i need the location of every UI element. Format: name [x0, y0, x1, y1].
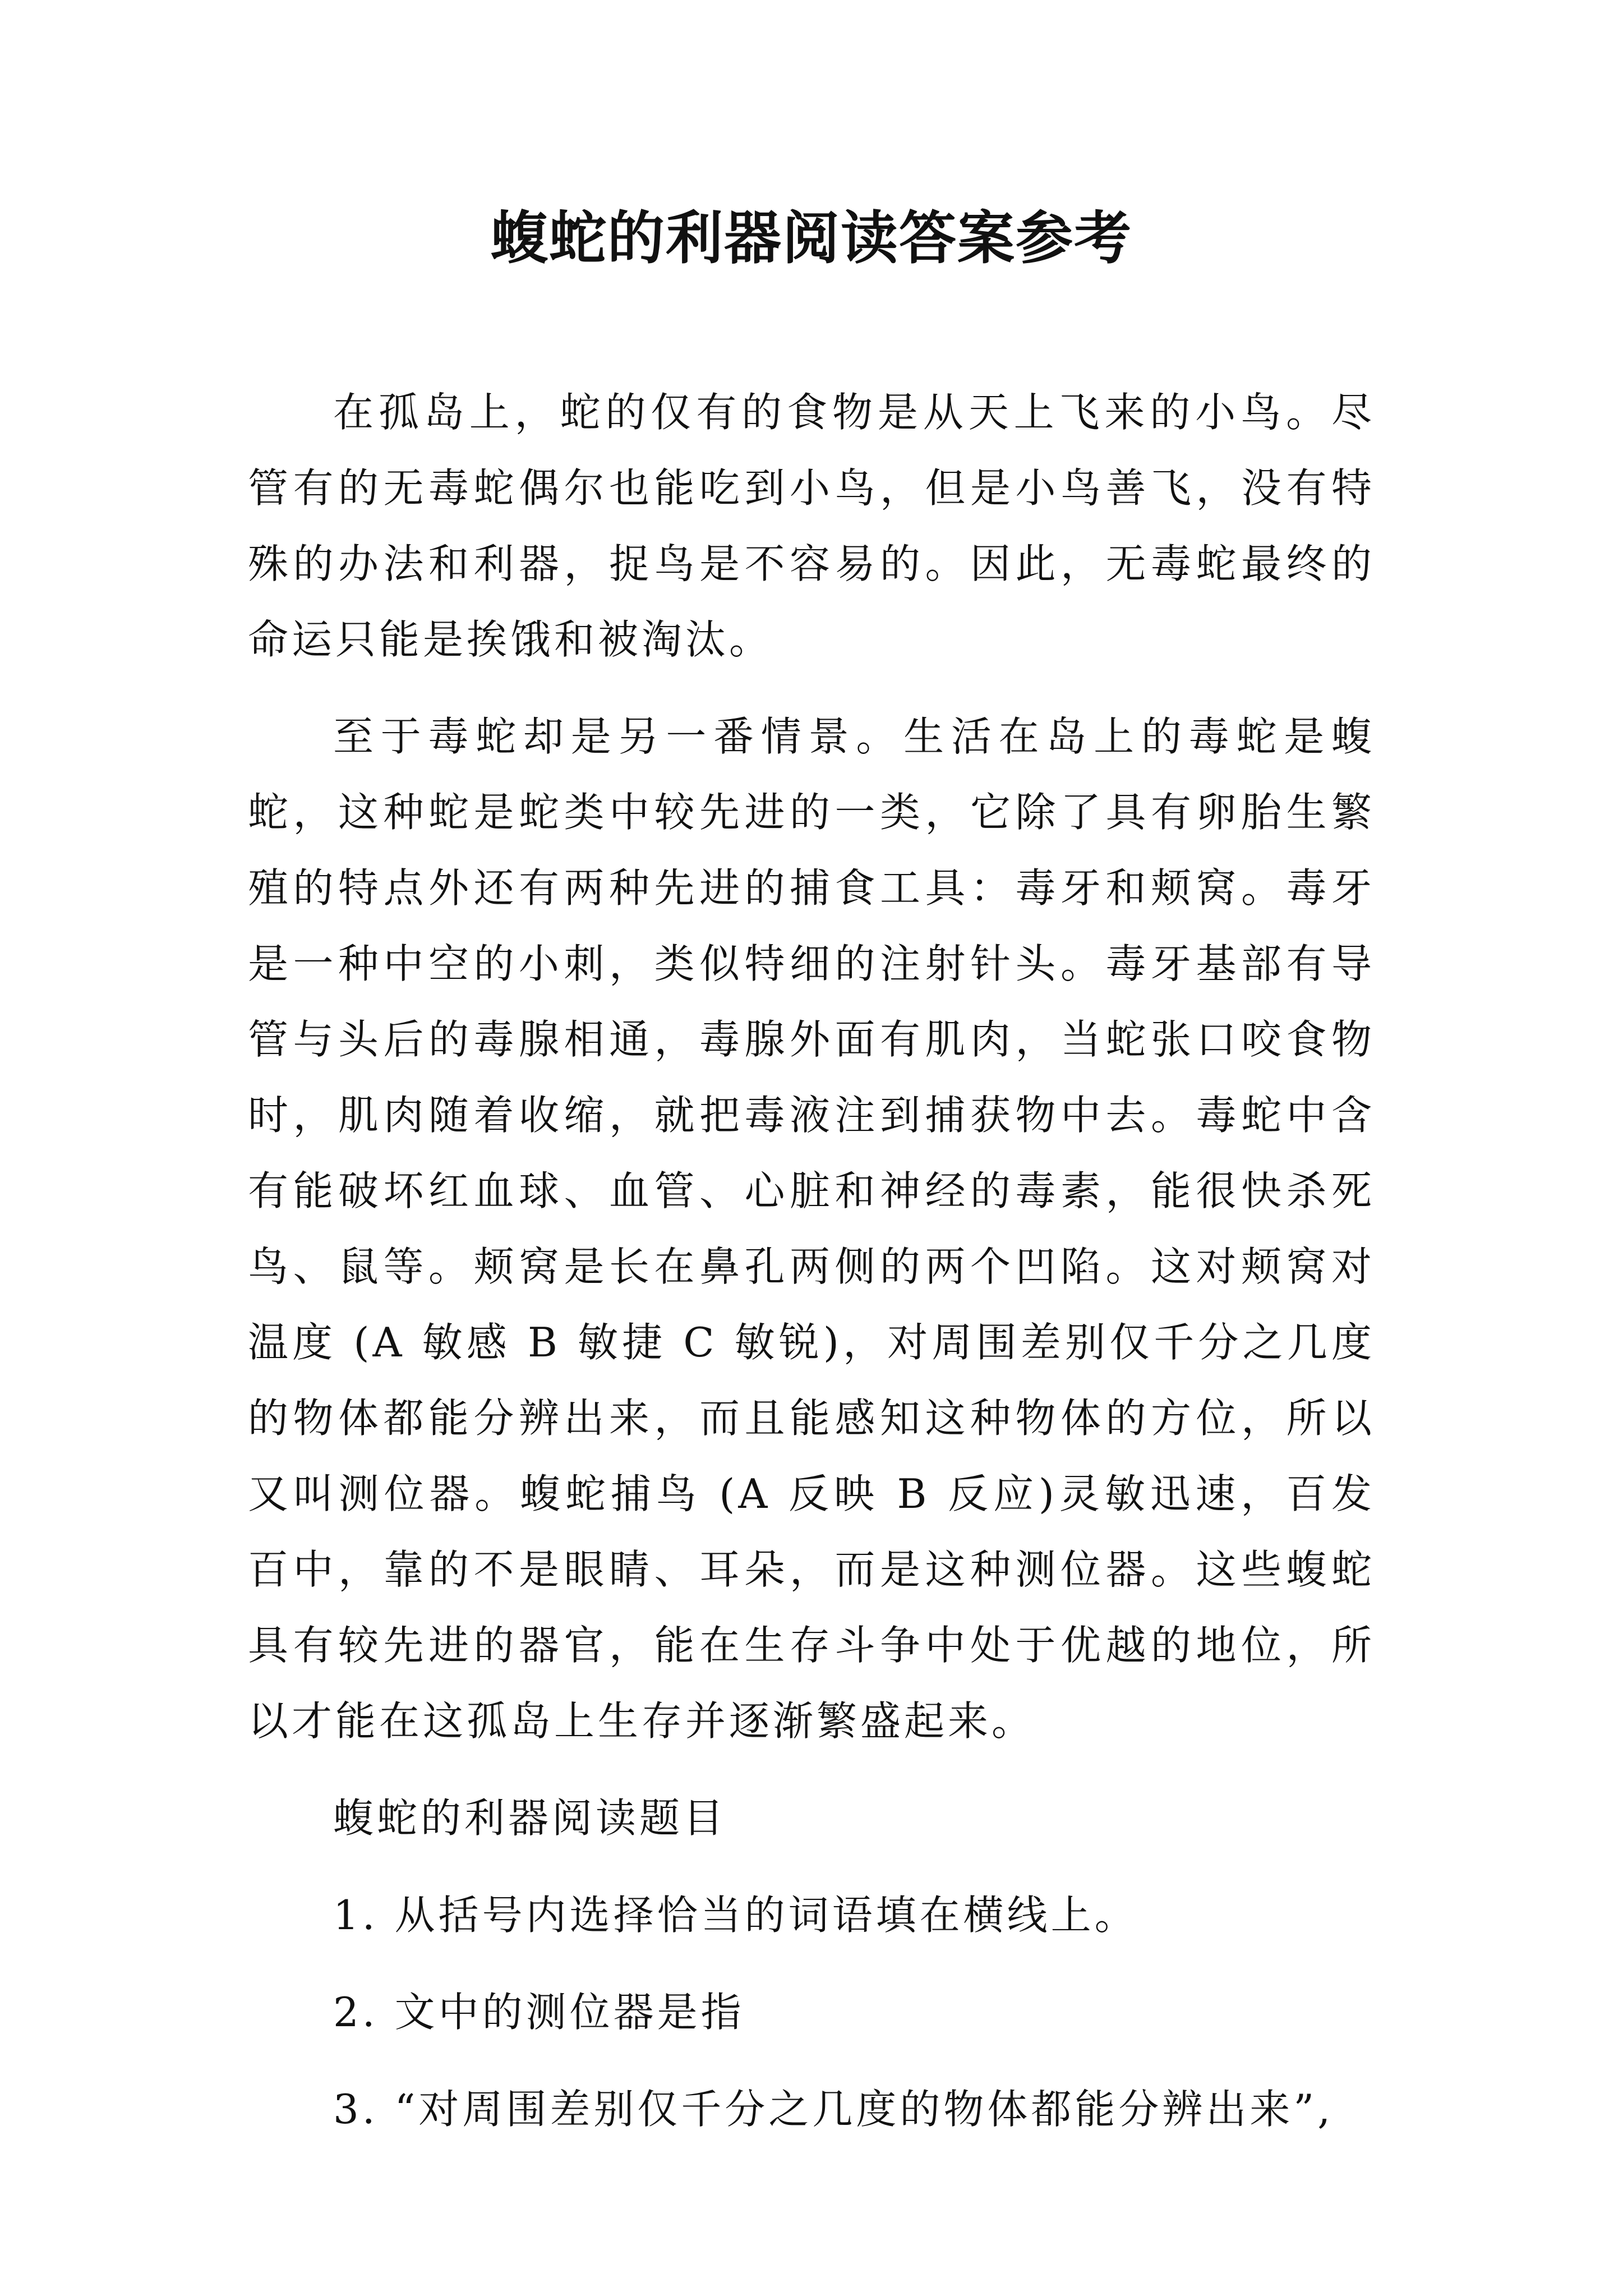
question-1: 1. 从括号内选择恰当的词语填在横线上。: [333, 1892, 1138, 1939]
question-2: 2. 文中的测位器是指: [333, 1989, 745, 2036]
body-paragraph-1: 在孤岛上，蛇的仅有的食物是从天上飞来的小鸟。尽管有的无毒蛇偶尔也能吃到小鸟，但是小鸟善飞，没有特殊的办法和利器，捉鸟是不容易的。因此，无毒蛇最终的命运只能是挨饿和被淘汰。: [248, 389, 1375, 663]
body-paragraph-2: 至于毒蛇却是另一番情景。生活在岛上的毒蛇是蝮蛇，这种蛇是蛇类中较先进的一类，它除了具有卵胎生繁殖的特点外还有两种先进的捕食工具：毒牙和颊窝。毒牙是一种中空的小刺，类似特细的注射针头。毒牙基部有导管与头后的毒腺相通，毒腺外面有肌肉，当蛇张口咬食物时，肌肉随着收缩，就把毒液注到捕获物中去。毒蛇中含有能破坏红血球、血管、心脏和神经的毒素，能很快杀死鸟、鼠等。颊窝是长在鼻孔两侧的两个凹陷。这对颊窝对温度 (A 敏感 B 敏捷 C 敏锐)，对周围差别仅千分之几度的物体都能分辨出来，而且能感知这种物体的方位，所以又叫测位器。蝮蛇捕鸟 (A 反映 B 反应)灵敏迅速，百发百中，靠的不是眼睛、耳朵，而是这种测位器。这些蝮蛇具有较先进的器官，能在生存斗争中处于优越的地位，所以才能在这孤岛上生存并逐渐繁盛起来。: [248, 713, 1375, 1745]
section-heading: 蝮蛇的利器阅读题目: [333, 1795, 727, 1842]
document-body: [248, 375, 1375, 2169]
document-title: 蝮蛇的利器阅读答案参考: [491, 205, 1132, 272]
question-3: 3. “对周围差别仅千分之几度的物体都能分辨出来”,: [333, 2086, 1334, 2133]
